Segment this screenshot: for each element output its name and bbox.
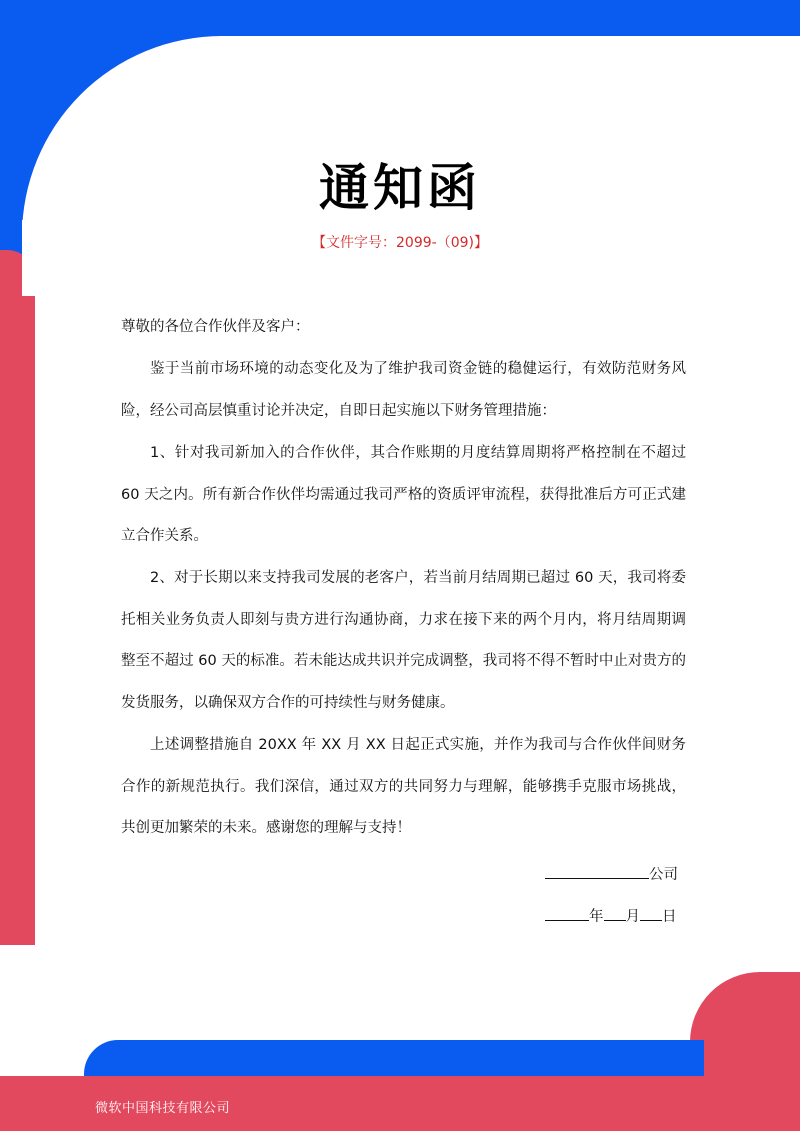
document-title: 通知函 — [319, 159, 481, 217]
paragraph-item-2: 2、对于长期以来支持我司发展的老客户，若当前月结周期已超过 60 天，我司将委托相关业务负责人即刻与贵方进行沟通协商，力求在接下来的两个月内，将月结周期调整至不超过 60 天的标准。若未能达成共识并完成调整，我司将不得不暂时中止对贵方的发货服务，以确保双方合作的可持续性与财务健康。 — [121, 570, 686, 711]
signature-company-line — [545, 862, 678, 884]
year-label: 年 — [589, 909, 604, 925]
paragraph-closing: 上述调整措施自 20XX 年 XX 月 XX 日起正式实施，并作为我司与合作伙伴间财务合作的新规范执行。我们深信，通过双方的共同努力与理解，能够携手克服市场挑战，共创更加繁荣的未来。感谢您的理解与支持！ — [121, 737, 686, 836]
paragraph-item-1: 1、针对我司新加入的合作伙伴，其合作账期的月度结算周期将严格控制在不超过 60 天之内。所有新合作伙伴均需通过我司严格的资质评审流程，获得批准后方可正式建立合作关系。 — [121, 445, 686, 544]
day-label: 日 — [662, 909, 677, 925]
month-blank — [604, 904, 626, 921]
company-blank — [545, 862, 649, 879]
paragraph-intro: 鉴于当前市场环境的动态变化及为了维护我司资金链的稳健运行，有效防范财务风险，经公司高层慎重讨论并决定，自即日起实施以下财务管理措施： — [121, 361, 686, 419]
day-blank — [640, 904, 662, 921]
document-number: 【文件字号：2099-（09)】 — [312, 235, 488, 251]
month-label: 月 — [625, 909, 640, 925]
footer-company-name: 微软中国科技有限公司 — [95, 1101, 231, 1116]
greeting: 尊敬的各位合作伙伴及客户： — [121, 319, 310, 335]
company-suffix: 公司 — [649, 867, 678, 883]
left-red-strip — [0, 250, 35, 945]
signature-date-line — [545, 904, 677, 926]
year-blank — [545, 904, 589, 921]
